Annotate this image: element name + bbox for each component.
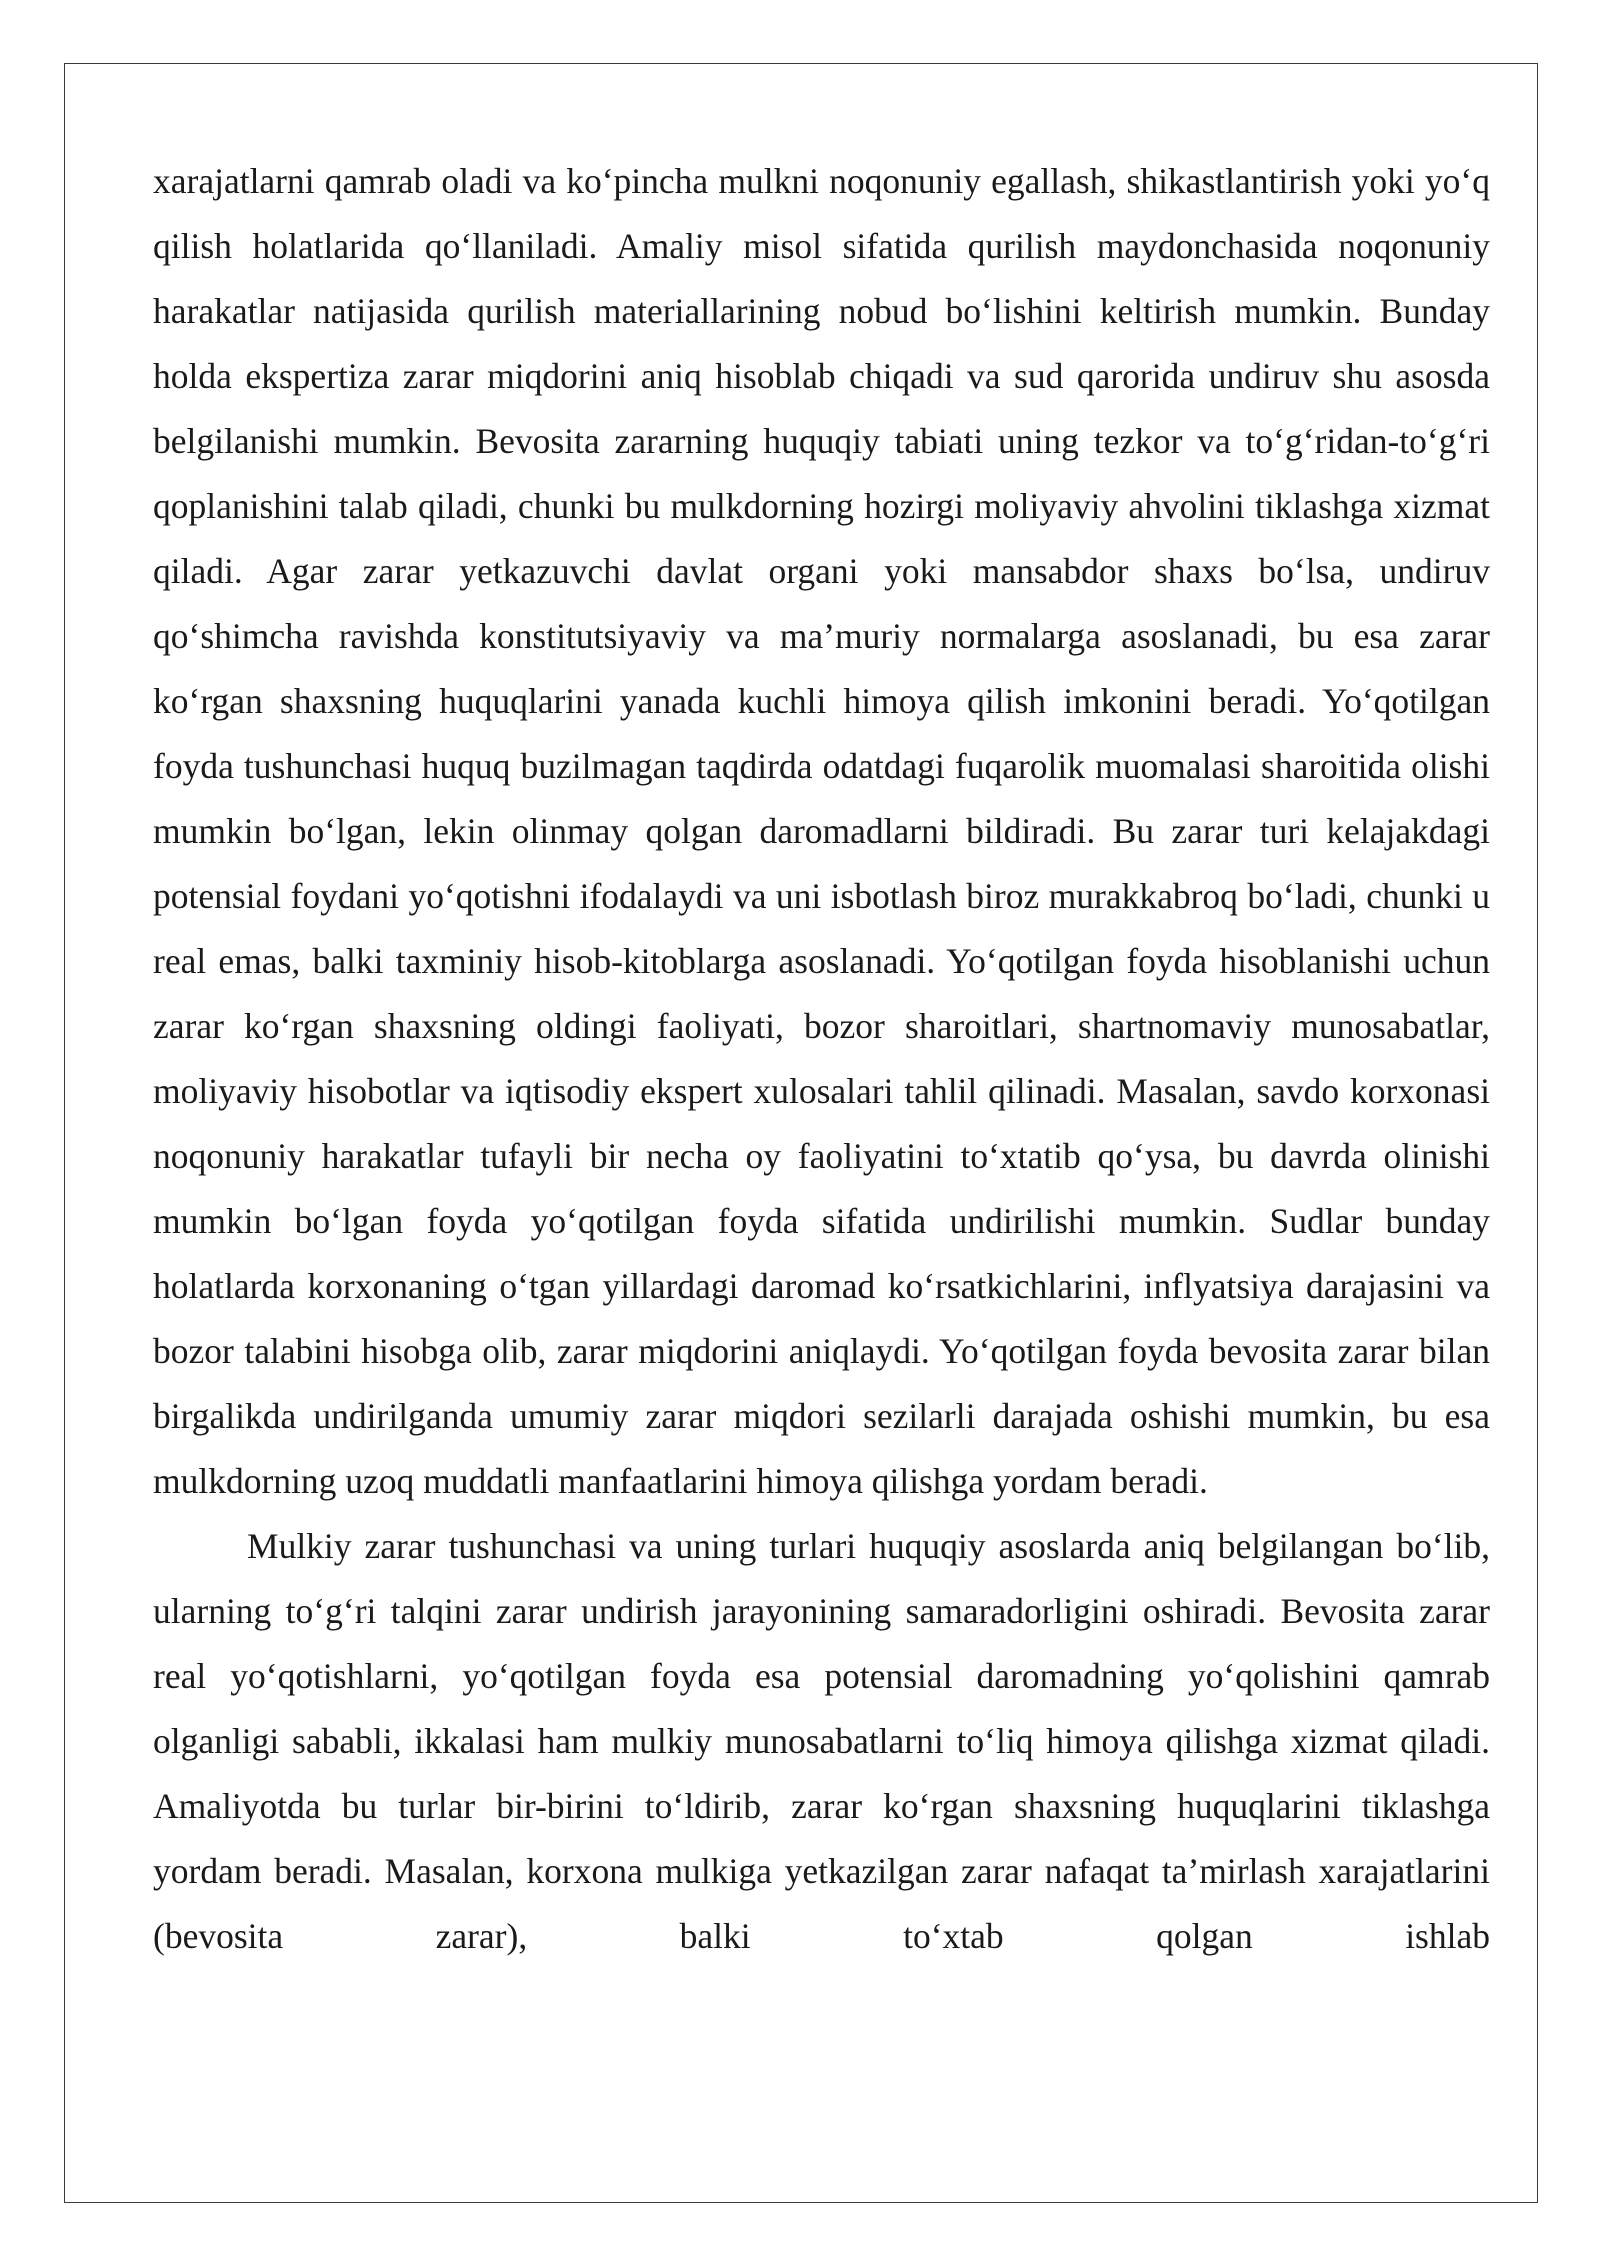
paragraph-2: Mulkiy zarar tushunchasi va uning turlari huquqiy asoslarda aniq belgilangan bo‘lib, ularning to‘g‘ri talqini zarar undirish jarayonining samaradorligini oshiradi. Bevosita zarar real yo‘qotishlarni, yo‘qotilgan foyda esa potensial daromadning yo‘qolishini qamrab olganligi sababli, ikkalasi ham mulkiy munosabatlarni to‘liq himoya qilishga xizmat qiladi. Amaliyotda bu turlar bir-birini to‘ldirib, zarar ko‘rgan shaxsning huquqlarini tiklashga yordam beradi. Masalan, korxona mulkiga yetkazilgan zarar nafaqat ta’mirlash xarajatlarini (bevosita zarar), balki to‘xtab qolgan ishlab	[153, 1526, 1490, 1956]
paragraph-1: xarajatlarni qamrab oladi va ko‘pincha mulkni noqonuniy egallash, shikastlantirish yoki yo‘q qilish holatlarida qo‘llaniladi. Amaliy misol sifatida qurilish maydonchasida noqonuniy harakatlar natijasida qurilish materiallarining nobud bo‘lishini keltirish mumkin. Bunday holda ekspertiza zarar miqdorini aniq hisoblab chiqadi va sud qarorida undiruv shu asosda belgilanishi mumkin. Bevosita zararning huquqiy tabiati uning tezkor va to‘g‘ridan-to‘g‘ri qoplanishini talab qiladi, chunki bu mulkdorning hozirgi moliyaviy ahvolini tiklashga xizmat qiladi. Agar zarar yetkazuvchi davlat organi yoki mansabdor shaxs bo‘lsa, undiruv qo‘shimcha ravishda konstitutsiyaviy va ma’muriy normalarga asoslanadi, bu esa zarar ko‘rgan shaxsning huquqlarini yanada kuchli himoya qilish imkonini beradi. Yo‘qotilgan foyda tushunchasi huquq buzilmagan taqdirda odatdagi fuqarolik muomalasi sharoitida olishi mumkin bo‘lgan, lekin olinmay qolgan daromadlarni bildiradi. Bu zarar turi kelajakdagi potensial foydani yo‘qotishni ifodalaydi va uni isbotlash biroz murakkabroq bo‘ladi, chunki u real emas, balki taxminiy hisob-kitoblarga asoslanadi. Yo‘qotilgan foyda hisoblanishi uchun zarar ko‘rgan shaxsning oldingi faoliyati, bozor sharoitlari, shartnomaviy munosabatlar, moliyaviy hisobotlar va iqtisodiy ekspert xulosalari tahlil qilinadi. Masalan, savdo korxonasi noqonuniy harakatlar tufayli bir necha oy faoliyatini to‘xtatib qo‘ysa, bu davrda olinishi mumkin bo‘lgan foyda yo‘qotilgan foyda sifatida undirilishi mumkin. Sudlar bunday holatlarda korxonaning o‘tgan yillardagi daromad ko‘rsatkichlarini, inflyatsiya darajasini va bozor talabini hisobga olib, zarar miqdorini aniqlaydi. Yo‘qotilgan foyda bevosita zarar bilan birgalikda undirilganda umumiy zarar miqdori sezilarli darajada oshishi mumkin, bu esa mulkdorning uzoq muddatli manfaatlarini himoya qilishga yordam beradi.	[153, 161, 1490, 1501]
document-body	[153, 149, 1490, 1969]
